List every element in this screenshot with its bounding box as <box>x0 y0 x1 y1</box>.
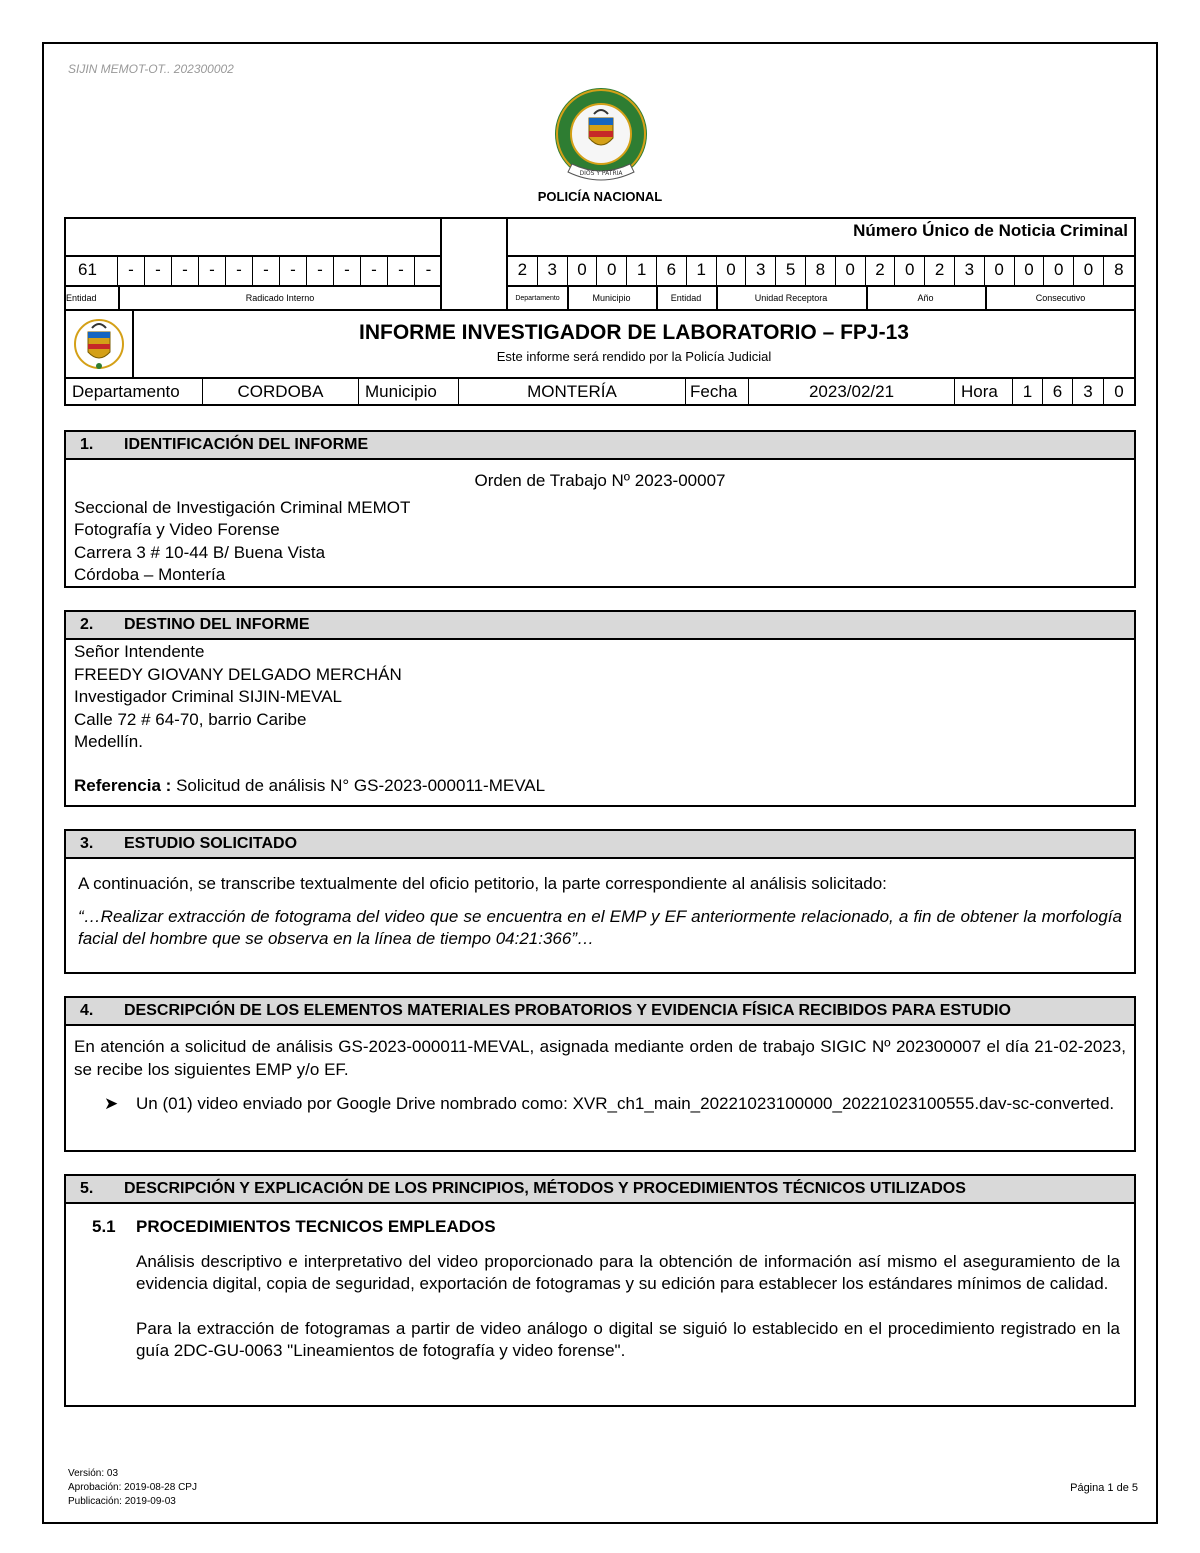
departamento-label: Departamento <box>66 379 203 404</box>
nunc-digit: 0 <box>836 256 866 285</box>
approval: Aprobación: 2019-08-28 CPJ <box>68 1482 197 1493</box>
hora-digit: 3 <box>1073 379 1104 404</box>
nunc-digit: 0 <box>985 256 1015 285</box>
text-line: Fotografía y Video Forense <box>74 520 280 539</box>
police-emblem-icon <box>548 84 654 190</box>
label-departamento: Departamento <box>515 295 560 302</box>
interno-cell: - <box>334 256 361 285</box>
section-body <box>66 640 1134 797</box>
label-entidad-nunc: Entidad <box>670 293 702 303</box>
interno-cell: - <box>361 256 388 285</box>
subsection-heading: 5.1 PROCEDIMIENTOS TECNICOS EMPLEADOS <box>92 1217 496 1236</box>
section-header: 4. DESCRIPCIÓN DE LOS ELEMENTOS MATERIALES PROBATORIOS Y EVIDENCIA FÍSICA RECIBIDOS PARA ESTUDIO <box>66 998 1134 1026</box>
study-intro: A continuación, se transcribe textualmente del oficio petitorio, la parte correspondiente al análisis solicitado: <box>78 874 887 893</box>
interno-cell: - <box>145 256 172 285</box>
nunc-digit: 1 <box>687 256 717 285</box>
hora-digit: 1 <box>1013 379 1043 404</box>
nunc-digit: 2 <box>925 256 955 285</box>
departamento-value: CORDOBA <box>203 379 359 404</box>
section-elementos <box>64 996 1136 1152</box>
work-order: Orden de Trabajo Nº 2023-00007 <box>474 471 726 490</box>
publication: Publicación: 2019-09-03 <box>68 1496 176 1507</box>
text-line: Investigador Criminal SIJIN-MEVAL <box>74 687 342 706</box>
nunc-digit: 3 <box>746 256 776 285</box>
evidence-description: Un (01) video enviado por Google Drive nombrado como: XVR_ch1_main_20221023100000_20221023100555.dav-sc-converted. <box>136 1094 1115 1113</box>
hora-digit: 0 <box>1114 382 1124 401</box>
nunc-digit: 0 <box>1015 256 1045 285</box>
nunc-digit: 0 <box>597 256 627 285</box>
fecha-label: Fecha <box>686 379 749 404</box>
svg-text:DIOS Y PATRIA: DIOS Y PATRIA <box>579 170 623 177</box>
radicado-table <box>64 217 1136 311</box>
nunc-digits-row <box>508 256 1134 285</box>
page-number: Página 1 de 5 <box>1070 1482 1138 1494</box>
organization-name: POLICÍA NACIONAL <box>537 189 663 204</box>
report-title: INFORME INVESTIGADOR DE LABORATORIO – FPJ-13 <box>359 321 909 344</box>
text-line: Señor Intendente <box>74 642 205 661</box>
section-destino <box>64 610 1136 807</box>
section-body <box>66 1026 1134 1116</box>
municipio-value: MONTERÍA <box>459 379 686 404</box>
nunc-digit: 2 <box>866 256 896 285</box>
interno-cell: - <box>226 256 253 285</box>
evidence-list-item <box>74 1093 1126 1116</box>
interno-cell: - <box>280 256 307 285</box>
nunc-digit: 0 <box>895 256 925 285</box>
hora-label: Hora <box>955 379 1013 404</box>
section-body <box>66 859 1134 951</box>
interno-cell: - <box>425 260 432 279</box>
section-header: 5. DESCRIPCIÓN Y EXPLICACIÓN DE LOS PRINCIPIOS, MÉTODOS Y PROCEDIMIENTOS TÉCNICOS UTILIZADOS <box>66 1176 1134 1204</box>
interno-cell: - <box>118 256 145 285</box>
report-subtitle: Este informe será rendido por la Policía Judicial <box>496 349 772 364</box>
reference-label: Referencia : <box>74 775 172 795</box>
elements-intro: En atención a solicitud de análisis GS-2023-000011-MEVAL, asignada mediante orden de trabajo SIGIC Nº 202300007 el día 21-02-2023, se recibe los siguientes EMP y/o EF. <box>74 1037 1126 1079</box>
fecha-value: 2023/02/21 <box>749 379 955 404</box>
nunc-digit: 1 <box>627 256 657 285</box>
version: Versión: 03 <box>68 1468 119 1479</box>
interno-cell: - <box>199 256 226 285</box>
colombia-shield-icon <box>74 316 124 372</box>
text-line: Córdoba – Montería <box>74 565 226 584</box>
nunc-digit: 0 <box>1044 256 1074 285</box>
label-radicado-interno: Radicado Interno <box>245 293 315 303</box>
radicado-interno-row <box>64 256 442 285</box>
section-header: 1. IDENTIFICACIÓN DEL INFORME <box>66 432 1134 460</box>
nunc-digit: 3 <box>538 256 568 285</box>
reference-line <box>74 775 1126 798</box>
spacer-box <box>440 217 508 311</box>
label-entidad: Entidad <box>66 293 97 303</box>
interno-cell: - <box>253 256 280 285</box>
paragraph: Para la extracción de fotogramas a partir de video análogo o digital se siguió lo establecido en el procedimiento registrado en la guía 2DC-GU-0063 "Lineamientos de fotografía y video forense". <box>136 1318 1120 1360</box>
section-identificacion <box>64 430 1136 588</box>
title-logo <box>66 311 134 377</box>
label-consecutivo: Consecutivo <box>1035 293 1086 303</box>
interno-cell: - <box>388 256 415 285</box>
section-procedimientos <box>64 1174 1136 1407</box>
interno-cell: - <box>307 256 334 285</box>
nunc-digit: 3 <box>955 256 985 285</box>
text-line: Medellín. <box>74 732 143 751</box>
nunc-digit: 0 <box>568 256 598 285</box>
section-header: 3. ESTUDIO SOLICITADO <box>66 831 1134 859</box>
entidad-value: 61 <box>64 256 118 285</box>
location-row <box>64 379 1136 406</box>
footer-version-info <box>68 1467 197 1509</box>
text-line: Calle 72 # 64-70, barrio Caribe <box>74 709 307 729</box>
nunc-digit: 2 <box>508 256 538 285</box>
paragraph: Análisis descriptivo e interpretativo del video proporcionado para la obtención de información así mismo el aseguramiento de la evidencia digital, copia de seguridad, exportación de fotogramas y su edición para establecer los estándares mínimos de calidad. <box>136 1251 1120 1293</box>
section-estudio <box>64 829 1136 974</box>
arrow-bullet-icon: ➤ <box>104 1094 119 1113</box>
study-quote: “…Realizar extracción de fotograma del video que se encuentra en el EMP y EF anteriormente relacionado, a fin de obtener la morfología facial del hombre que se observa en la línea de tiempo 04:21:366”… <box>78 906 1122 948</box>
section-header: 2. DESTINO DEL INFORME <box>66 612 1134 640</box>
text-line: Seccional de Investigación Criminal MEMOT <box>74 497 411 517</box>
document-reference: SIJIN MEMOT-OT.. 202300002 <box>68 62 234 76</box>
section-body <box>66 460 1134 587</box>
reference-value: Solicitud de análisis N° GS-2023-000011-MEVAL <box>176 775 546 795</box>
nunc-digit: 0 <box>717 256 747 285</box>
nunc-digit: 5 <box>776 256 806 285</box>
nunc-digit: 8 <box>1114 260 1124 279</box>
nunc-digit: 0 <box>1074 256 1104 285</box>
hora-digit: 6 <box>1043 379 1073 404</box>
label-anio: Año <box>917 293 934 303</box>
nunc-digit: 8 <box>806 256 836 285</box>
label-unidad-receptora: Unidad Receptora <box>754 293 828 303</box>
text-line: Carrera 3 # 10-44 B/ Buena Vista <box>74 542 326 562</box>
nunc-title: Número Único de Noticia Criminal <box>853 221 1128 240</box>
label-municipio: Municipio <box>592 293 631 303</box>
text-line: FREEDY GIOVANY DELGADO MERCHÁN <box>74 664 402 684</box>
interno-cell: - <box>172 256 199 285</box>
title-block <box>64 311 1136 379</box>
municipio-label: Municipio <box>359 379 459 404</box>
section-body <box>66 1204 1134 1363</box>
nunc-digit: 6 <box>657 256 687 285</box>
